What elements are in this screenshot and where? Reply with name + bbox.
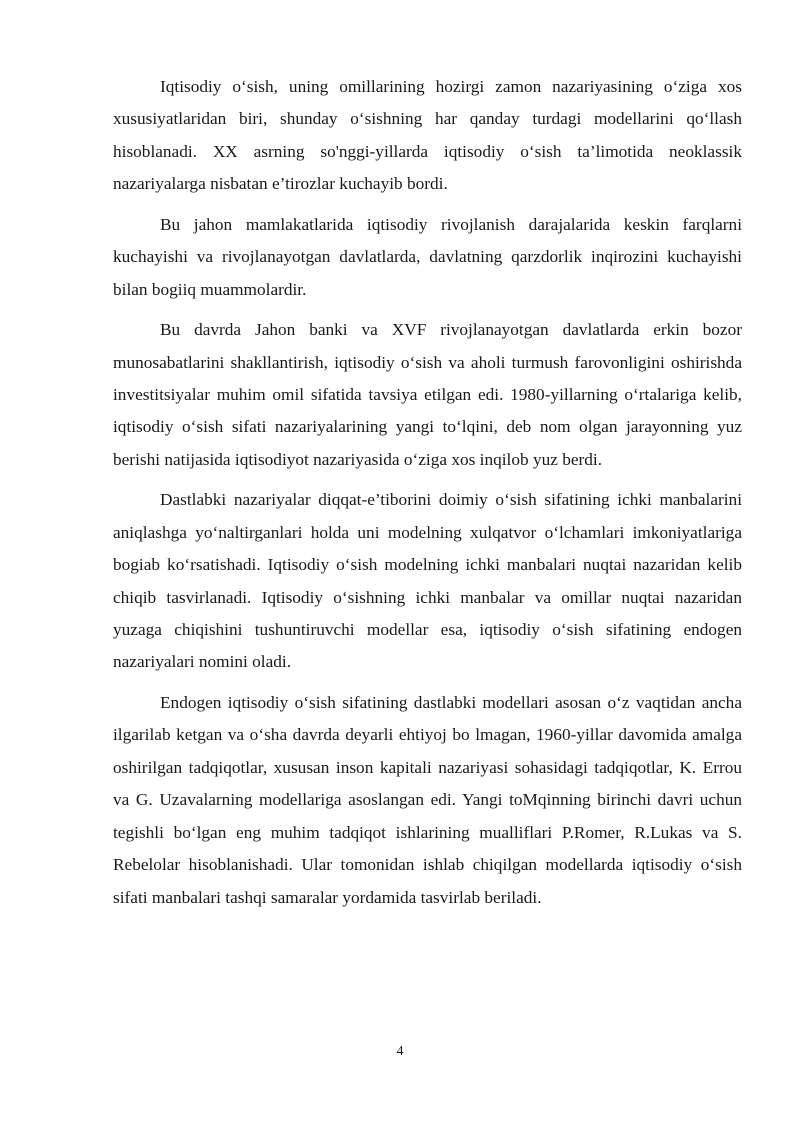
paragraph-3: Bu davrda Jahon banki va XVF rivojlanayotgan davlatlarda erkin bozor munosabatlarini shakllantirish, iqtisodiy o‘sish va aholi turmush farovonligini oshirishda investitsiyalar muhim omil sifatida tavsiya etilgan edi. 1980-yillarning o‘rtalariga kelib, iqtisodiy o‘sish sifati nazariyalarining yangi to‘lqini, deb nom olgan jarayonning yuz berishi natijasida iqtisodiyot nazariyasida o‘ziga xos inqilob yuz berdi. (113, 320, 742, 469)
page-number: 4 (396, 1044, 404, 1059)
paragraph-2: Bu jahon mamlakatlarida iqtisodiy rivojlanish darajalarida keskin farqlarni kuchayishi va rivojlanayotgan davlatlarda, davlatning qarzdorlik inqirozini kuchayishi bilan bogiiq muammolardir. (113, 214, 742, 299)
paragraph-4: Dastlabki nazariyalar diqqat-e’tiborini doimiy o‘sish sifatining ichki manbalarini aniqlashga yo‘naltirganlari holda uni modelning xulqatvor o‘lchamlari imkoniyatlariga bogiab ko‘rsatishadi. Iqtisodiy o‘sish modelning ichki manbalari nuqtai nazaridan kelib chiqib tasvirlanadi. Iqtisodiy o‘sishning ichki manbalar va omillar nuqtai nazaridan yuzaga chiqishini tushuntiruvchi modellar esa, iqtisodiy o‘sish sifatining endogen nazariyalari nomini oladi. (113, 490, 742, 672)
document-body (113, 71, 742, 922)
paragraph-1: Iqtisodiy o‘sish, uning omillarining hozirgi zamon nazariyasining o‘ziga xos xususiyatlaridan biri, shunday o‘sishning har qanday turdagi modellarini qo‘llash hisoblanadi. XX asrning so'nggi-yillarda iqtisodiy o‘sish ta’limotida neoklassik nazariyalarga nisbatan e’tirozlar kuchayib bordi. (113, 77, 742, 194)
paragraph-5: Endogen iqtisodiy o‘sish sifatining dastlabki modellari asosan o‘z vaqtidan ancha ilgarilab ketgan va o‘sha davrda deyarli ehtiyoj bo lmagan, 1960-yillar davomida amalga oshirilgan tadqiqotlar, xususan inson kapitali nazariyasi sohasidagi tadqiqotlar, K. Errou va G. Uzavalarning modellariga asoslangan edi. Yangi toMqinning birinchi davri uchun tegishli bo‘lgan eng muhim tadqiqot ishlarining mualliflari P.Romer, R.Lukas va S. Rebelolar hisoblanishadi. Ular tomonidan ishlab chiqilgan modellarda iqtisodiy o‘sish sifati manbalari tashqi samaralar yordamida tasvirlab beriladi. (113, 693, 742, 907)
